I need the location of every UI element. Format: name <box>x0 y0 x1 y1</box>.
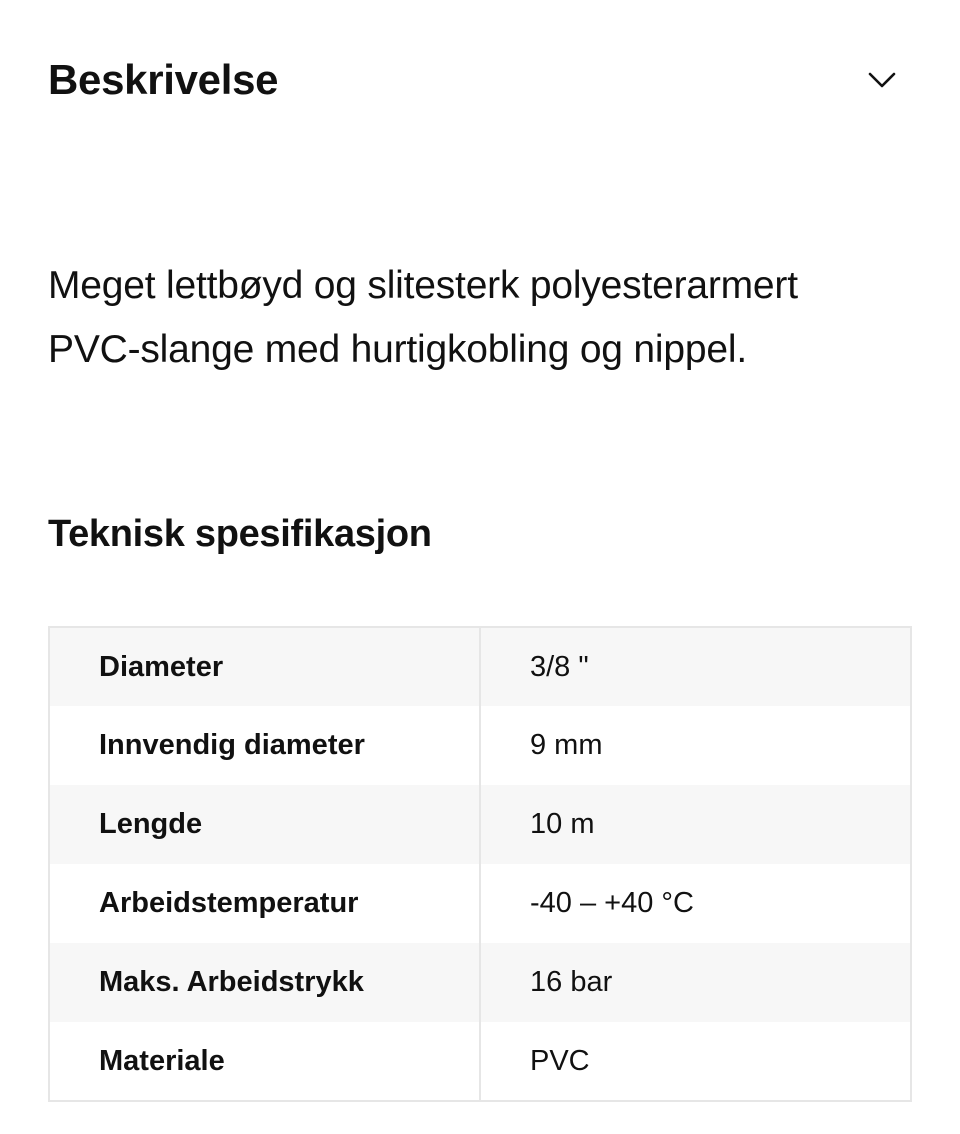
spec-section-title: Teknisk spesifikasjon <box>48 513 432 555</box>
spec-value: 3/8 " <box>480 627 911 706</box>
spec-label: Maks. Arbeidstrykk <box>49 943 480 1022</box>
table-row <box>49 943 911 1022</box>
spec-value: 9 mm <box>480 706 911 785</box>
spec-label: Arbeidstemperatur <box>49 864 480 943</box>
spec-value: -40 – +40 °C <box>480 864 911 943</box>
spec-value: 16 bar <box>480 943 911 1022</box>
spec-label: Innvendig diameter <box>49 706 480 785</box>
spec-label: Lengde <box>49 785 480 864</box>
description-line: Meget lettbøyd og slitesterk polyesterarmert <box>48 264 798 307</box>
chevron-down-icon[interactable] <box>862 60 902 100</box>
spec-value: PVC <box>480 1022 911 1101</box>
table-row <box>49 785 911 864</box>
spec-value: 10 m <box>480 785 911 864</box>
table-row <box>49 706 911 785</box>
spec-table <box>48 626 912 1102</box>
description-accordion-header[interactable] <box>48 50 912 110</box>
spec-label: Materiale <box>49 1022 480 1101</box>
table-row <box>49 627 911 706</box>
table-row <box>49 864 911 943</box>
product-description <box>48 254 908 382</box>
description-line: PVC-slange med hurtigkobling og nippel. <box>48 328 747 371</box>
accordion-title: Beskrivelse <box>48 56 279 103</box>
table-row <box>49 1022 911 1101</box>
spec-label: Diameter <box>49 627 480 706</box>
